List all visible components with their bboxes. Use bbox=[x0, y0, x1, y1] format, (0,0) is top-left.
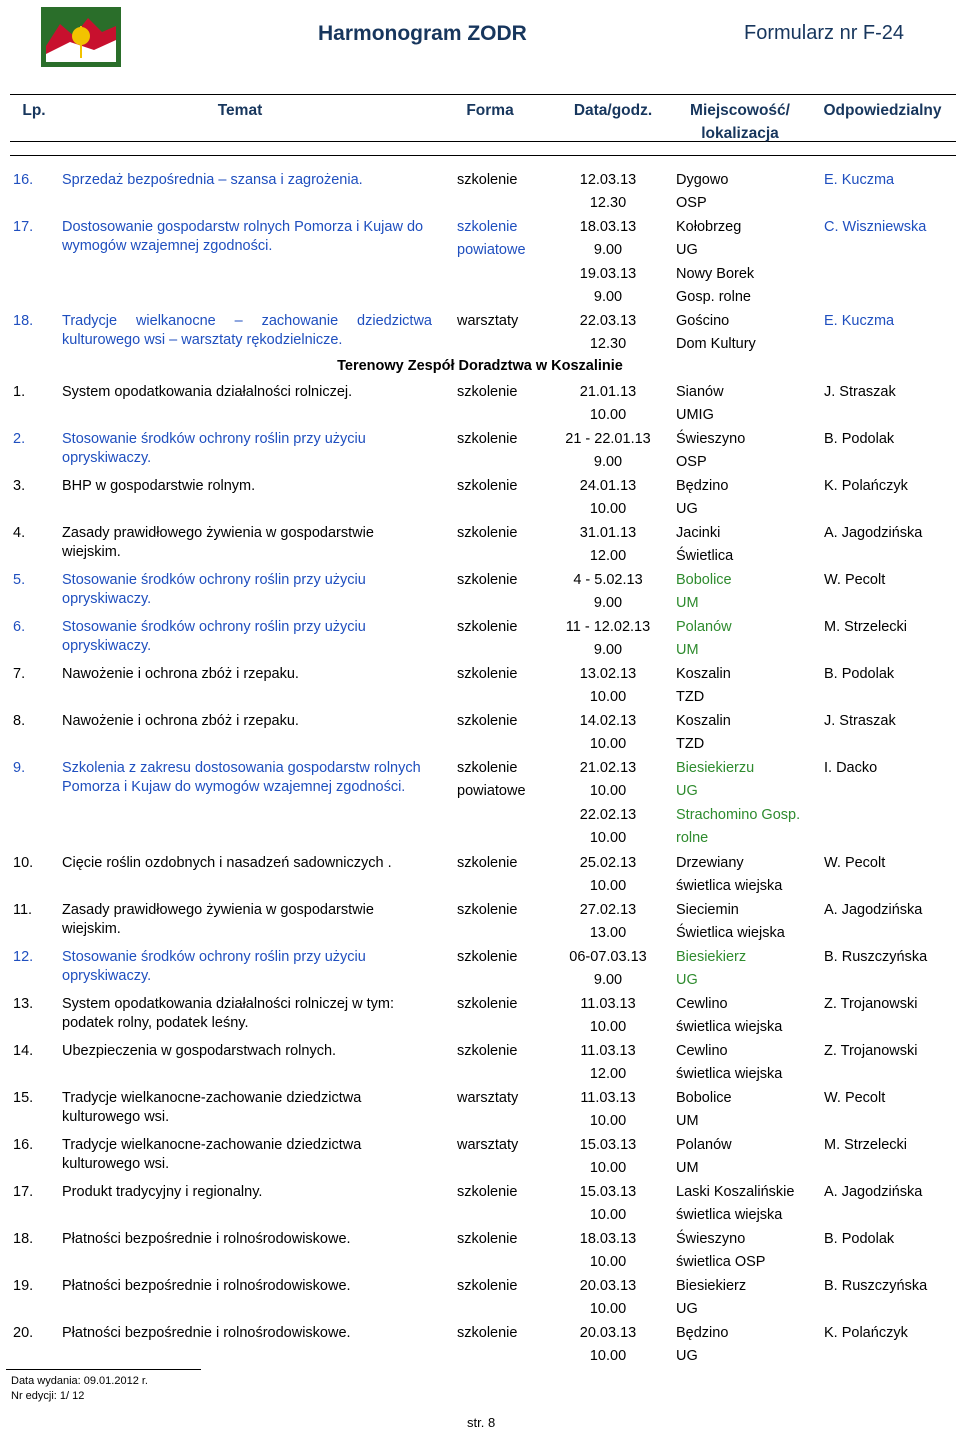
row-venue: UG bbox=[676, 1348, 698, 1364]
row-place: Biesiekierz bbox=[676, 1278, 747, 1294]
row-date: 21.02.13 bbox=[579, 760, 637, 776]
row-form: warsztaty bbox=[457, 1090, 519, 1106]
row-date: 24.01.13 bbox=[579, 478, 637, 494]
footer-rule bbox=[6, 1369, 201, 1370]
row-venue: UM bbox=[676, 642, 699, 658]
row-date: 15.03.13 bbox=[579, 1137, 637, 1153]
table-header bbox=[10, 94, 956, 142]
row-time: 9.00 bbox=[593, 642, 623, 658]
row-form: szkolenie bbox=[457, 760, 518, 776]
row-time: 9.00 bbox=[593, 242, 623, 258]
row-topic: Ubezpieczenia w gospodarstwach rolnych. bbox=[62, 1043, 337, 1059]
row-topic: Nawożenie i ochrona zbóż i rzepaku. bbox=[62, 713, 299, 729]
row-date: 25.02.13 bbox=[579, 855, 637, 871]
row-time: 9.00 bbox=[593, 972, 623, 988]
row-place: Polanów bbox=[676, 619, 732, 635]
row-time: 10.00 bbox=[589, 1113, 627, 1129]
row-responsible: A. Jagodzińska bbox=[824, 525, 923, 541]
row-topic: Tradycje wielkanocne-zachowanie dziedzictwa kulturowego wsi. bbox=[62, 1090, 362, 1125]
row-form: szkolenie bbox=[457, 902, 518, 918]
row-venue: świetlica wiejska bbox=[676, 1019, 783, 1035]
row-date: 18.03.13 bbox=[579, 219, 637, 235]
row-place: Bobolice bbox=[676, 1090, 732, 1106]
row-number: 8. bbox=[13, 713, 26, 729]
row-venue: UM bbox=[676, 1160, 699, 1176]
row-form: szkolenie bbox=[457, 855, 518, 871]
row-venue: UG bbox=[676, 242, 698, 258]
row-date: 12.03.13 bbox=[579, 172, 637, 188]
row-form: szkolenie bbox=[457, 949, 518, 965]
row-place: Będzino bbox=[676, 478, 729, 494]
section-title-text: Terenowy Zespół Doradztwa w Koszalinie bbox=[337, 358, 623, 374]
row-venue: UM bbox=[676, 1113, 699, 1129]
row-responsible: A. Jagodzińska bbox=[824, 1184, 923, 1200]
row-responsible: M. Strzelecki bbox=[824, 1137, 907, 1153]
row-place: Biesiekierz bbox=[676, 949, 747, 965]
row-time: 10.00 bbox=[589, 878, 627, 894]
row-venue: świetlica wiejska bbox=[676, 1207, 783, 1223]
row-place: Polanów bbox=[676, 1137, 732, 1153]
row-number: 14. bbox=[13, 1043, 34, 1059]
row-number: 6. bbox=[13, 619, 26, 635]
row-topic: System opodatkowania działalności rolniczej w tym: podatek rolny, podatek leśny. bbox=[62, 996, 395, 1031]
row-time: 13.00 bbox=[589, 925, 627, 941]
row-responsible: J. Straszak bbox=[824, 713, 896, 729]
row-form: szkolenie bbox=[457, 219, 518, 235]
row-time: 10.00 bbox=[589, 736, 627, 752]
col-data: Data/godz. bbox=[573, 102, 653, 119]
row-place: Świeszyno bbox=[676, 431, 746, 447]
row-number: 12. bbox=[13, 949, 34, 965]
row-place: Laski Koszalińskie bbox=[676, 1184, 795, 1200]
row-form-extra: powiatowe bbox=[457, 242, 526, 258]
row-responsible: E. Kuczma bbox=[824, 313, 895, 329]
row-place: Cewlino bbox=[676, 1043, 728, 1059]
row-place: Dygowo bbox=[676, 172, 729, 188]
row-number: 2. bbox=[13, 431, 26, 447]
row-number: 9. bbox=[13, 760, 26, 776]
row-time: 12.00 bbox=[589, 1066, 627, 1082]
row-number: 20. bbox=[13, 1325, 34, 1341]
row-place-2: Strachomino Gosp. bbox=[676, 807, 801, 823]
row-date-2: 22.02.13 bbox=[579, 807, 637, 823]
row-topic: Cięcie roślin ozdobnych i nasadzeń sadowniczych . bbox=[62, 855, 392, 871]
row-form: szkolenie bbox=[457, 431, 518, 447]
row-place: Cewlino bbox=[676, 996, 728, 1012]
row-venue: Dom Kultury bbox=[676, 336, 756, 352]
row-venue: TZD bbox=[676, 736, 705, 752]
row-date: 21.01.13 bbox=[579, 384, 637, 400]
row-place: Drzewiany bbox=[676, 855, 744, 871]
row-topic: System opodatkowania działalności rolniczej. bbox=[62, 384, 353, 400]
row-time: 10.00 bbox=[589, 1207, 627, 1223]
row-responsible: B. Podolak bbox=[824, 431, 895, 447]
row-responsible: A. Jagodzińska bbox=[824, 902, 923, 918]
row-date: 20.03.13 bbox=[579, 1278, 637, 1294]
row-place: Koszalin bbox=[676, 713, 731, 729]
row-place: Biesiekierzu bbox=[676, 760, 755, 776]
row-number: 5. bbox=[13, 572, 26, 588]
row-venue: UG bbox=[676, 501, 698, 517]
row-topic: Zasady prawidłowego żywienia w gospodarstwie wiejskim. bbox=[62, 902, 374, 937]
row-venue: UG bbox=[676, 783, 698, 799]
page-number: str. 8 bbox=[467, 1415, 496, 1430]
row-topic: Tradycje wielkanocne-zachowanie dziedzictwa kulturowego wsi. bbox=[62, 1137, 362, 1172]
row-time: 10.00 bbox=[589, 783, 627, 799]
row-date: 11.03.13 bbox=[580, 1043, 636, 1059]
row-topic: Produkt tradycyjny i regionalny. bbox=[62, 1184, 263, 1200]
row-responsible: Z. Trojanowski bbox=[824, 1043, 918, 1059]
row-number: 16. bbox=[13, 1137, 34, 1153]
row-responsible: J. Straszak bbox=[824, 384, 896, 400]
row-time-2: 10.00 bbox=[589, 830, 627, 846]
row-responsible: B. Podolak bbox=[824, 1231, 895, 1247]
row-time: 9.00 bbox=[593, 595, 623, 611]
row-form: warsztaty bbox=[457, 313, 519, 329]
row-topic: Szkolenia z zakresu dostosowania gospodarstw rolnych Pomorza i Kujaw do wymogów wzajemnej zgodności. bbox=[62, 760, 421, 795]
col-odpowiedzialny: Odpowiedzialny bbox=[823, 102, 942, 119]
row-time: 10.00 bbox=[589, 689, 627, 705]
row-responsible: B. Podolak bbox=[824, 666, 895, 682]
row-form: szkolenie bbox=[457, 619, 518, 635]
row-venue-2: Gosp. rolne bbox=[676, 289, 751, 305]
row-number: 1. bbox=[13, 384, 26, 400]
row-responsible: I. Dacko bbox=[824, 760, 878, 776]
col-temat: Temat bbox=[217, 102, 263, 119]
row-date: 11.03.13 bbox=[580, 1090, 636, 1106]
row-number: 3. bbox=[13, 478, 26, 494]
row-venue: UG bbox=[676, 1301, 698, 1317]
row-place: Świeszyno bbox=[676, 1231, 746, 1247]
row-time: 10.00 bbox=[589, 1348, 627, 1364]
row-date: 20.03.13 bbox=[579, 1325, 637, 1341]
row-topic: BHP w gospodarstwie rolnym. bbox=[62, 478, 256, 494]
row-date: 21 - 22.01.13 bbox=[565, 431, 651, 447]
row-time: 10.00 bbox=[589, 1160, 627, 1176]
row-place: Gościno bbox=[676, 313, 730, 329]
row-number: 17. bbox=[13, 1184, 34, 1200]
row-date: 15.03.13 bbox=[579, 1184, 637, 1200]
col-forma: Forma bbox=[466, 102, 514, 119]
row-date: 06-07.03.13 bbox=[569, 949, 647, 965]
row-time: 10.00 bbox=[589, 407, 627, 423]
row-time-2: 9.00 bbox=[593, 289, 623, 305]
row-venue-2: rolne bbox=[676, 830, 709, 846]
row-number: 11. bbox=[13, 902, 33, 918]
row-topic: Dostosowanie gospodarstw rolnych Pomorza i Kujaw do wymogów wzajemnej zgodności. bbox=[62, 219, 424, 254]
row-number: 15. bbox=[13, 1090, 34, 1106]
row-form: szkolenie bbox=[457, 172, 518, 188]
row-date: 22.03.13 bbox=[579, 313, 637, 329]
row-topic: Stosowanie środków ochrony roślin przy użyciu opryskiwaczy. bbox=[62, 619, 366, 654]
row-venue: UG bbox=[676, 972, 698, 988]
row-date: 31.01.13 bbox=[579, 525, 637, 541]
col-lokalizacja: lokalizacja bbox=[701, 125, 779, 142]
page-title: Harmonogram ZODR bbox=[318, 22, 527, 45]
form-number: Formularz nr F-24 bbox=[744, 22, 905, 44]
edition-number: Nr edycji: 1/ 12 bbox=[11, 1390, 85, 1402]
row-number: 4. bbox=[13, 525, 26, 541]
row-venue: OSP bbox=[676, 195, 707, 211]
row-place: Bobolice bbox=[676, 572, 732, 588]
row-time: 10.00 bbox=[589, 501, 627, 517]
row-date: 18.03.13 bbox=[579, 1231, 637, 1247]
row-time: 12.30 bbox=[589, 336, 627, 352]
row-date-2: 19.03.13 bbox=[579, 266, 637, 282]
row-form: szkolenie bbox=[457, 384, 518, 400]
row-form: szkolenie bbox=[457, 1278, 518, 1294]
row-responsible: K. Polańczyk bbox=[824, 478, 908, 494]
row-responsible: B. Ruszczyńska bbox=[824, 949, 928, 965]
row-form: warsztaty bbox=[457, 1137, 519, 1153]
row-topic: Płatności bezpośrednie i rolnośrodowiskowe. bbox=[62, 1325, 351, 1341]
row-topic: Tradycje wielkanocne – zachowanie dziedzictwa kulturowego wsi – warsztaty rękodzielnicze. bbox=[62, 313, 432, 348]
logo-emblem bbox=[40, 6, 122, 68]
row-venue: UMIG bbox=[676, 407, 714, 423]
row-number: 10. bbox=[13, 855, 34, 871]
row-form: szkolenie bbox=[457, 525, 518, 541]
row-responsible: K. Polańczyk bbox=[824, 1325, 908, 1341]
row-place: Kołobrzeg bbox=[676, 219, 742, 235]
row-responsible: M. Strzelecki bbox=[824, 619, 907, 635]
issue-date: Data wydania: 09.01.2012 r. bbox=[11, 1375, 148, 1387]
row-topic: Zasady prawidłowego żywienia w gospodarstwie wiejskim. bbox=[62, 525, 374, 560]
page-header bbox=[0, 0, 960, 72]
row-venue: Świetlica bbox=[676, 548, 734, 564]
row-responsible: E. Kuczma bbox=[824, 172, 895, 188]
row-form: szkolenie bbox=[457, 1325, 518, 1341]
row-number: 7. bbox=[13, 666, 26, 682]
row-place: Będzino bbox=[676, 1325, 729, 1341]
row-topic: Płatności bezpośrednie i rolnośrodowiskowe. bbox=[62, 1278, 351, 1294]
row-number: 18. bbox=[13, 1231, 34, 1247]
row-venue: OSP bbox=[676, 454, 707, 470]
row-form: szkolenie bbox=[457, 572, 518, 588]
row-number: 16. bbox=[13, 172, 34, 188]
row-venue: świetlica wiejska bbox=[676, 1066, 783, 1082]
row-date: 13.02.13 bbox=[579, 666, 637, 682]
row-topic: Stosowanie środków ochrony roślin przy użyciu opryskiwaczy. bbox=[62, 949, 366, 984]
row-date: 27.02.13 bbox=[579, 902, 637, 918]
row-number: 13. bbox=[13, 996, 34, 1012]
row-date: 14.02.13 bbox=[579, 713, 637, 729]
row-place: Jacinki bbox=[676, 525, 721, 541]
row-number: 17. bbox=[13, 219, 34, 235]
row-time: 10.00 bbox=[589, 1019, 627, 1035]
row-form: szkolenie bbox=[457, 996, 518, 1012]
row-responsible: Z. Trojanowski bbox=[824, 996, 918, 1012]
row-form: szkolenie bbox=[457, 1231, 518, 1247]
row-topic: Nawożenie i ochrona zbóż i rzepaku. bbox=[62, 666, 299, 682]
row-place: Koszalin bbox=[676, 666, 731, 682]
row-place: Sieciemin bbox=[676, 902, 739, 918]
col-miejsce: Miejscowość/ bbox=[690, 102, 790, 119]
row-responsible: C. Wiszniewska bbox=[824, 219, 927, 235]
col-lp: Lp. bbox=[22, 102, 46, 119]
row-venue: Świetlica wiejska bbox=[676, 925, 785, 941]
row-form: szkolenie bbox=[457, 478, 518, 494]
row-venue: świetlica OSP bbox=[676, 1254, 766, 1270]
row-form: szkolenie bbox=[457, 666, 518, 682]
row-time: 12.30 bbox=[589, 195, 627, 211]
row-form: szkolenie bbox=[457, 1184, 518, 1200]
row-responsible: W. Pecolt bbox=[824, 855, 886, 871]
section-title bbox=[0, 358, 960, 374]
row-form: szkolenie bbox=[457, 713, 518, 729]
row-date: 11 - 12.02.13 bbox=[565, 619, 651, 635]
row-topic: Sprzedaż bezpośrednia – szansa i zagrożenia. bbox=[62, 172, 363, 188]
row-number: 18. bbox=[13, 313, 34, 329]
row-time: 9.00 bbox=[593, 454, 623, 470]
row-date: 4 - 5.02.13 bbox=[573, 572, 643, 588]
row-time: 12.00 bbox=[589, 548, 627, 564]
row-topic: Stosowanie środków ochrony roślin przy użyciu opryskiwaczy. bbox=[62, 431, 366, 466]
row-place-2: Nowy Borek bbox=[676, 266, 755, 282]
row-venue: TZD bbox=[676, 689, 705, 705]
row-place: Sianów bbox=[676, 384, 724, 400]
row-time: 10.00 bbox=[589, 1301, 627, 1317]
row-form: szkolenie bbox=[457, 1043, 518, 1059]
row-time: 10.00 bbox=[589, 1254, 627, 1270]
row-date: 11.03.13 bbox=[580, 996, 636, 1012]
row-form-extra: powiatowe bbox=[457, 783, 526, 799]
header-rule bbox=[10, 155, 956, 156]
row-topic: Stosowanie środków ochrony roślin przy użyciu opryskiwaczy. bbox=[62, 572, 366, 607]
row-responsible: W. Pecolt bbox=[824, 572, 886, 588]
row-number: 19. bbox=[13, 1278, 34, 1294]
row-responsible: B. Ruszczyńska bbox=[824, 1278, 928, 1294]
row-venue: UM bbox=[676, 595, 699, 611]
row-venue: świetlica wiejska bbox=[676, 878, 783, 894]
row-responsible: W. Pecolt bbox=[824, 1090, 886, 1106]
row-topic: Płatności bezpośrednie i rolnośrodowiskowe. bbox=[62, 1231, 351, 1247]
